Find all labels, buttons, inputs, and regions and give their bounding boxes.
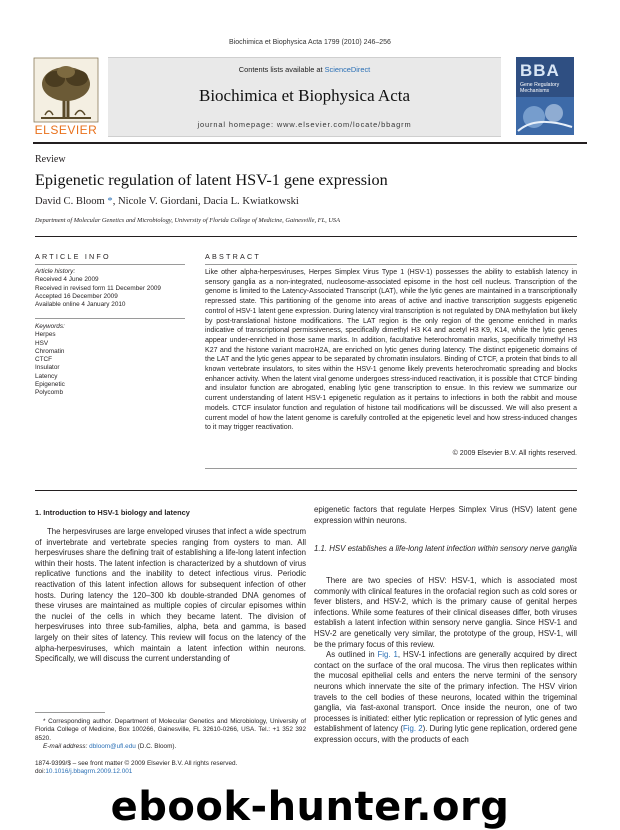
keyword-item: HSV [35,339,49,347]
abstract-rule [205,264,577,265]
corresponding-author-mark[interactable]: * [104,196,113,207]
author-corresponding[interactable]: David C. Bloom [35,196,105,207]
cover-title: BBA [520,61,560,80]
author-affiliation: Department of Molecular Genetics and Microbiology, University of Florida College of Medicine, Gainesville, FL, USA [35,217,341,224]
keyword-item: CTCF [35,356,53,364]
footnote-email-line [35,743,306,751]
history-revised: Received in revised form 11 December 2009 [35,284,161,292]
keyword-item: Latency [35,372,58,380]
history-received: Received 4 June 2009 [35,276,99,284]
right-column-continuation [314,505,577,526]
keyword-item: Polycomb [35,389,64,397]
watermark-text: ebook-hunter.org [110,784,510,830]
text-span: , HSV-1 infections are generally acquired by direct contact on the surface of the oral mucosa. The virus then replicates within the mucosal epithelial cells and enters the nerve termini of the sensory neurons which innervate the site of the primary infection. The HSV virion travels to the cell bodies of these neurons, located within the trigeminal ganglia, via fast-axonal transport. Once inside the neuron, one of two processes is initiated: either lytic replication or repression of lytic genes and establishment of latency ( [314,650,577,734]
contents-available-line [108,65,501,74]
footnote-address: * Corresponding author. Department of Molecular Genetics and Microbiology, University of Florida College of Medicine, Box 100266, Gainesville, FL 32610-0266, USA. Tel.: +1 352 392 8520. [35,718,306,742]
cover-artwork-icon [516,97,574,135]
journal-name: Biochimica et Biophysica Acta [198,86,411,105]
sciencedirect-link[interactable]: ScienceDirect [324,65,371,74]
article-title: Epigenetic regulation of latent HSV-1 gene expression [35,171,388,189]
title-block-rule [35,236,577,237]
doi-line [35,768,306,776]
keywords-rule [35,318,185,319]
doi-link[interactable]: 10.1016/j.bbagrm.2009.12.001 [45,768,133,776]
issn-line: 1874-9399/$ – see front matter © 2009 Elsevier B.V. All rights reserved. [35,760,238,767]
front-matter-rule [35,490,577,491]
text-span: ). During lytic gene replication, ordered gene expression occurs, with the products of each [314,724,577,744]
paragraph: There are two species of HSV: HSV-1, which is associated most commonly with clinical features in the orofacial region such as cold sores or fever blisters, and HSV-2, which is the primary cause of genital herpes infections. While some features of their clinical diseases differ, both viruses establish a latent infection within sensory nerve ganglia. Since HSV-1 and HSV-2 are genetically very similar, the prototype of the group, HSV-1, will be the primary focus of this review. [314,576,577,649]
keyword-item: Herpes [35,331,56,339]
journal-cover-thumbnail[interactable] [516,57,574,135]
journal-reference: Biochimica et Biophysica Acta 1799 (2010) 246–256 [229,39,391,46]
article-info-heading: ARTICLE INFO [35,252,111,261]
front-matter-footer [35,760,306,777]
author-others: , Nicole V. Giordani, Dacia L. Kwiatkowski [112,196,299,207]
history-label: Article history: [35,268,76,275]
history-online: Available online 4 January 2010 [35,301,126,309]
keywords-label: Keywords: [35,323,65,330]
paragraph: The herpesviruses are large enveloped viruses that infect a wide spectrum of invertebrate and vertebrate species ranging from oysters to man. All herpesviruses share the defining trait of establishing a life-long latent infection within their hosts. The latent infection is characterized by a shutdown of virus replicative functions and the inability to detect infectious virus. Periodic reactivation of this latent infection allows for subsequent infection of other hosts. During latency the 120–300 kb double-stranded DNA genomes of these viruses are maintained as multiple copies of circular episomes within the nuclei of the cells in which they became latent. The division of herpesviruses into three sub-families, alpha, beta and gamma, is based largely on their sites of latency. This review will focus on the latency of the alpha-herpesviruses, which maintain a latent infection within neurons. Specifically, we will discuss the current understanding of [35,527,306,664]
left-column-text [35,527,306,665]
cover-subtitle-line1: Gene Regulatory [520,82,560,88]
contents-prefix: Contents lists available at [238,65,325,74]
header-rule [33,142,587,144]
doi-prefix: doi: [35,768,46,776]
keyword-item: Insulator [35,364,60,372]
email-link[interactable]: dbloom@ufl.edu [89,742,136,750]
paragraph [314,650,577,745]
abstract-text: Like other alpha-herpesviruses, Herpes Simplex Virus Type 1 (HSV-1) possesses the ability to establish latency in sensory ganglia as a non-integrated, nucleosome-associated episome in the host cell nucleus. Transcription of the genome is limited to the Latency-Associated Transcript (LAT), while the lytic genes are maintained in a transcriptionally repressed state. This partitioning of the genome into areas of active and inactive transcription suggests epigenetic control of HSV-1 latent gene expression. During latency viral transcription is not regulated by DNA methylation but likely by post-translational histone modifications. The LAT region is the only region of the genome enriched in marks indicative of transcriptional permissiveness, specifically dimethyl H3 K4 and acetyl H3 K9, K14, while the lytic genes appear under-enriched in those same marks. In addition, facultative heterochromatin marks, specifically trimethyl H3 K27 and the histone variant macroH2A, are enriched on lytic genes during latency. The distinct epigenetic domains of the LAT and the lytic genes appear to be separated by chromatin insulators. Binding of CTCF, a protein that binds to all known vertebrate insulators, to sites within the HSV-1 genome likely prevents heterochromatic spreading and blocks enhancer activity. When the latent viral genome undergoes stress-induced reactivation, it is possible that CTCF binding and insulator function are abrogated, enabling lytic gene transcription to ensue. In this review we summarize our current understanding of latent HSV-1 epigenetic regulation as it pertains to infections in both the rabbit and mouse models. CTCF insulator function and regulation of histone tail modifications will be discussed. We will also present a current model of how the latent genome is carefully controlled at the epigenetic level and how stress-induced changes to it may trigger reactivation. [205,269,577,432]
elsevier-logo[interactable] [33,57,99,137]
elsevier-wordmark: ELSEVIER [34,123,98,137]
article-info-rule [35,264,185,265]
figure-1-link[interactable]: Fig. 1 [377,650,398,660]
keywords-list [35,323,185,398]
article-history [35,268,185,309]
figure-2-link[interactable]: Fig. 2 [402,724,423,734]
author-list [35,196,299,207]
section-heading-introduction: 1. Introduction to HSV-1 biology and latency [35,508,190,517]
text-span: As outlined in [326,650,378,660]
right-column-text [314,576,577,746]
abstract-copyright: © 2009 Elsevier B.V. All rights reserved. [452,450,577,457]
email-label: E-mail address: [43,742,90,750]
abstract-bottom-rule [205,468,577,469]
article-type: Review [35,154,66,165]
cover-subtitle-line2: Mechanisms [520,88,550,94]
corresponding-author-footnote [35,718,306,751]
email-suffix: (D.C. Bloom). [135,742,177,750]
keyword-item: Epigenetic [35,381,65,389]
journal-homepage-link[interactable]: journal homepage: www.elsevier.com/locate/bbagrm [197,120,412,129]
history-accepted: Accepted 16 December 2009 [35,292,118,300]
paragraph: epigenetic factors that regulate Herpes Simplex Virus (HSV) latent gene expression within neurons. [314,505,577,525]
abstract-heading: ABSTRACT [205,252,261,261]
subsection-heading-1-1: 1.1. HSV establishes a life-long latent infection within sensory nerve ganglia [314,544,577,553]
footnote-rule [35,712,105,713]
keyword-item: Chromatin [35,347,65,355]
